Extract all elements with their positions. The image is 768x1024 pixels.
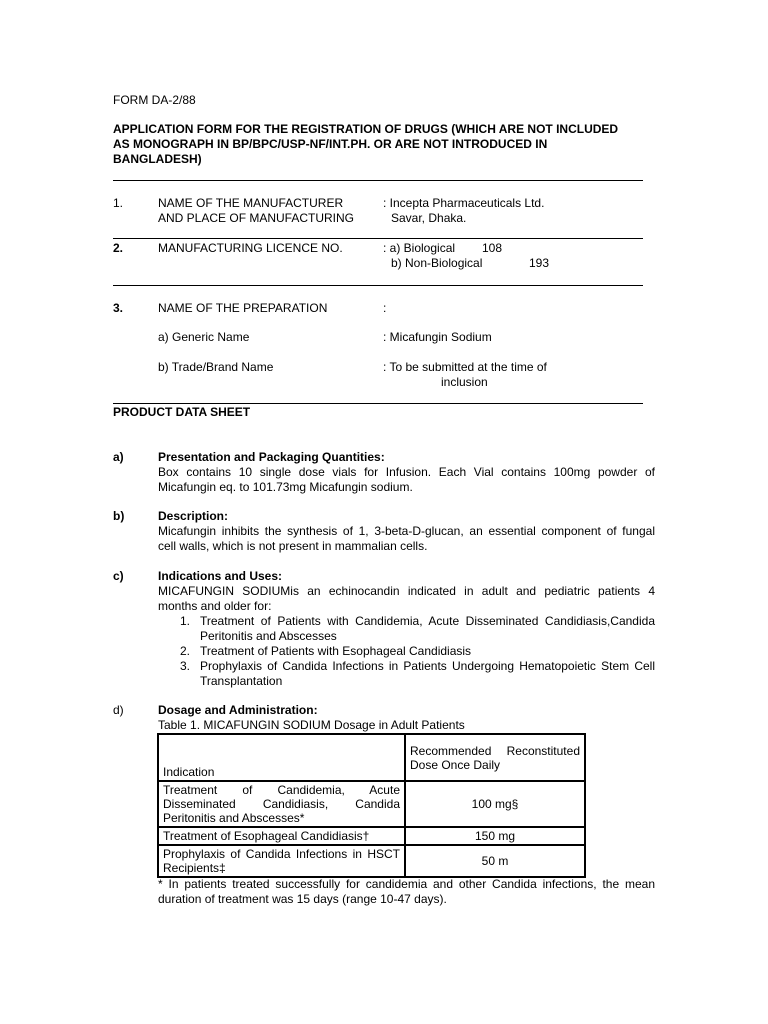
list-item-text: Prophylaxis of Candida Infections in Patients Undergoing Hematopoietic Stem Cell Transplantation — [200, 659, 655, 688]
dosage-table — [157, 733, 586, 878]
trade-name-value-cont: inclusion — [441, 375, 488, 389]
table-footnote: * In patients treated successfully for candidemia and other Candida infections, the mean — [158, 877, 655, 891]
form-title-line: APPLICATION FORM FOR THE REGISTRATION OF DRUGS (WHICH ARE NOT INCLUDED — [113, 122, 619, 136]
manufacturer-label: NAME OF THE MANUFACTURER — [158, 196, 344, 210]
list-item — [176, 614, 655, 644]
list-item-number: 1. — [180, 614, 191, 628]
biological-label: : a) Biological — [383, 241, 456, 255]
table-row — [158, 827, 585, 845]
form-title-line: BANGLADESH) — [113, 152, 202, 166]
generic-name-label: a) Generic Name — [158, 330, 250, 344]
list-item-text: Treatment of Patients with Esophageal Candidiasis — [200, 644, 472, 658]
form-title-line: AS MONOGRAPH IN BP/BPC/USP-NF/INT.PH. OR ARE NOT INTRODUCED IN — [113, 137, 548, 151]
product-data-sheet-heading: PRODUCT DATA SHEET — [113, 405, 251, 419]
section-b-letter: b) — [113, 509, 125, 523]
indication-cell: Treatment of Candidemia, Acute Disseminated Candidiasis, Candida Peritonitis and Abscesses* — [158, 781, 405, 827]
header-indication: Indication — [158, 734, 405, 781]
table-footnote: duration of treatment was 15 days (range 10-47 days). — [158, 892, 447, 906]
divider — [113, 285, 643, 286]
list-item — [176, 644, 655, 659]
dose-cell: 50 m — [405, 845, 585, 877]
list-item-number: 2. — [180, 644, 191, 658]
manufacturer-value: : Incepta Pharmaceuticals Ltd. — [383, 196, 545, 210]
manufacturing-place-value: Savar, Dhaka. — [391, 211, 467, 225]
table-row — [158, 845, 585, 877]
manufacturing-place-label: AND PLACE OF MANUFACTURING — [158, 211, 355, 225]
dose-cell: 150 mg — [405, 827, 585, 845]
nonbiological-label: b) Non-Biological — [391, 256, 483, 270]
section-a-text: Micafungin eq. to 101.73mg Micafungin sodium. — [158, 480, 413, 494]
preparation-label: NAME OF THE PREPARATION — [158, 301, 328, 315]
item3-number: 3. — [113, 301, 124, 315]
section-c-heading: Indications and Uses: — [158, 569, 283, 583]
section-c-intro: months and older for: — [158, 599, 272, 613]
section-d-heading: Dosage and Administration: — [158, 703, 318, 717]
trade-name-label: b) Trade/Brand Name — [158, 360, 274, 374]
dose-cell: 100 mg§ — [405, 781, 585, 827]
section-a-heading: Presentation and Packaging Quantities: — [158, 450, 385, 464]
table-caption: Table 1. MICAFUNGIN SODIUM Dosage in Adult Patients — [158, 718, 465, 732]
list-item-text: Treatment of Patients with Candidemia, Acute Disseminated Candidiasis,Candida Peritonitis and Abscesses — [200, 614, 655, 643]
indications-list — [176, 614, 655, 689]
list-item-number: 3. — [180, 659, 191, 673]
nonbiological-licence-value: 193 — [529, 256, 550, 270]
section-b-heading: Description: — [158, 509, 229, 523]
trade-name-value: : To be submitted at the time of — [383, 360, 547, 374]
header-dose: Recommended Reconstituted Dose Once Daily — [405, 734, 585, 781]
table-row — [158, 781, 585, 827]
item2-number: 2. — [113, 241, 124, 255]
divider — [113, 180, 643, 181]
item1-number: 1. — [113, 196, 124, 210]
licence-label: MANUFACTURING LICENCE NO. — [158, 241, 343, 255]
indication-cell: Treatment of Esophageal Candidiasis† — [158, 827, 405, 845]
section-a-letter: a) — [113, 450, 124, 464]
list-item — [176, 659, 655, 689]
section-b-text: cell walls, which is not present in mammalian cells. — [158, 539, 428, 553]
section-d-letter: d) — [113, 703, 124, 717]
biological-licence-value: 108 — [482, 241, 503, 255]
indication-cell: Prophylaxis of Candida Infections in HSCT Recipients‡ — [158, 845, 405, 877]
section-a-text: Box contains 10 single dose vials for Infusion. Each Vial contains 100mg powder of — [158, 465, 655, 479]
section-b-text: Micafungin inhibits the synthesis of 1, 3-beta-D-glucan, an essential component of fungal — [158, 524, 655, 538]
section-c-intro: MICAFUNGIN SODIUMis an echinocandin indicated in adult and pediatric patients 4 — [158, 584, 655, 598]
generic-name-value: : Micafungin Sodium — [383, 330, 492, 344]
preparation-colon: : — [383, 301, 387, 315]
section-c-letter: c) — [113, 569, 124, 583]
divider — [113, 403, 643, 404]
divider — [113, 238, 643, 239]
form-code: FORM DA-2/88 — [113, 93, 196, 107]
table-header-row — [158, 734, 585, 781]
